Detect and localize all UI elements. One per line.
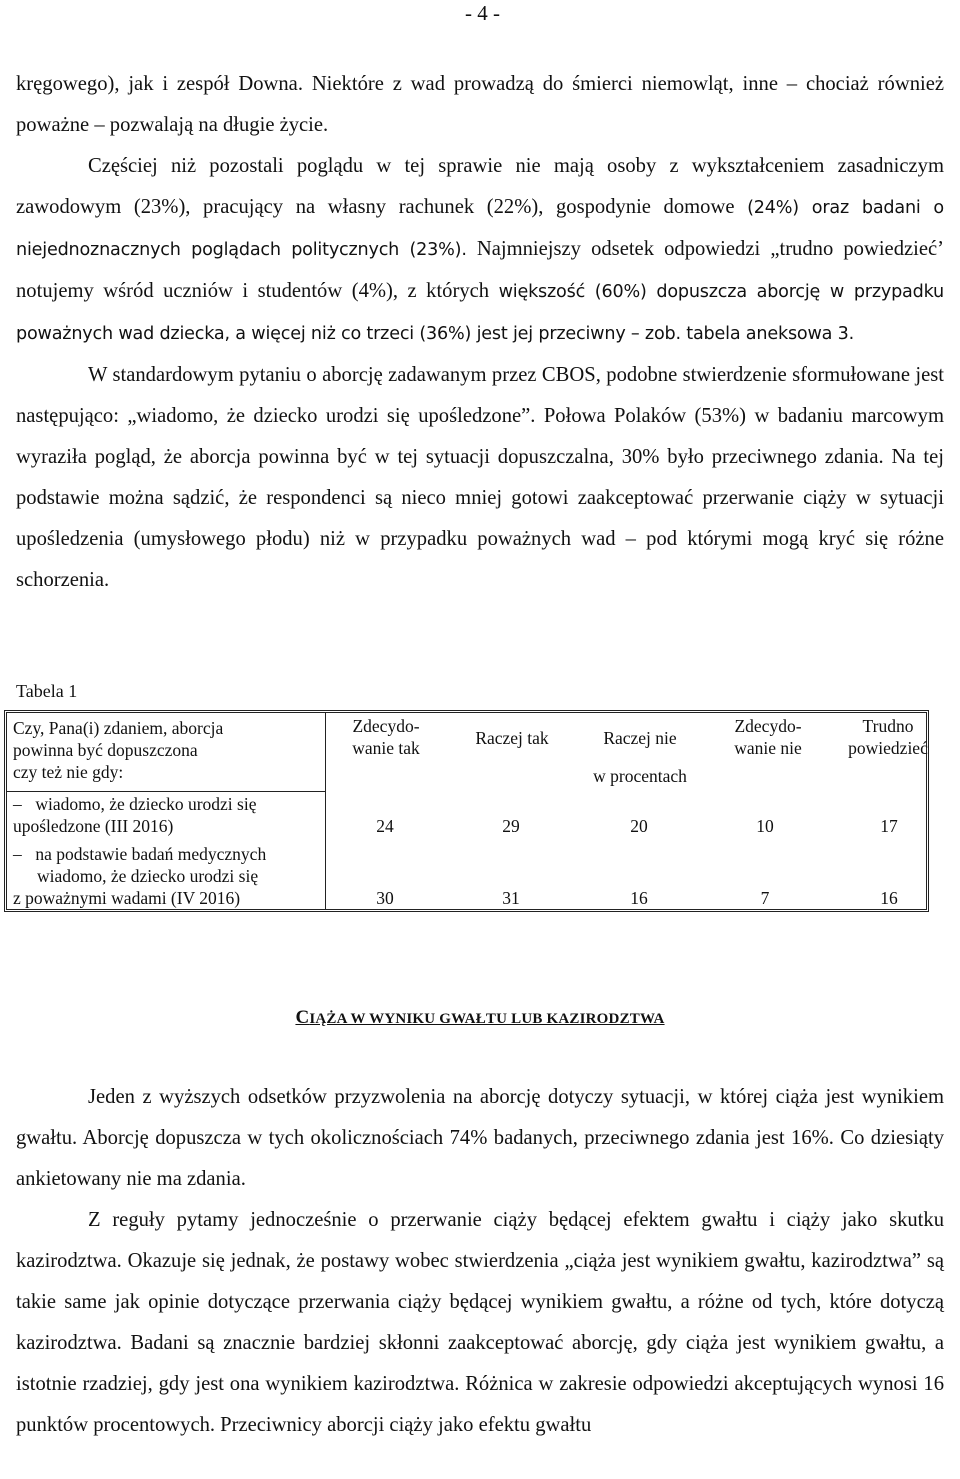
header-trudno-powiedziec: [835, 715, 941, 759]
table-cell: 16: [630, 888, 648, 908]
paragraph-4: Jeden z wyższych odsetków przyzwolenia na aborcję dotyczy sytuacji, w której ciąża jest wynikiem gwałtu. Aborcję dopuszcza w tych okolicznościach 74% badanych, przeciwnego zdania jest 16%. Co dziesiąty ankietowany nie ma zdania.: [16, 1086, 944, 1190]
table-question: [13, 717, 323, 783]
section-2: [16, 1077, 944, 1446]
paragraph-3: W standardowym pytaniu o aborcję zadawanym przez CBOS, podobne stwierdzenie sformułowane jest następująco: „wiadomo, że dziecko urodzi się upośledzone”. Połowa Polaków (53%) w badaniu marcowym wyraziła pogląd, że aborcja powinna być w tej sytuacji dopuszczalna, 30% było przeciwnego zdania. Na tej podstawie można sądzić, że respondenci są nieco mniej gotowi zaakceptować przerwanie ciąży w sytuacji upośledzenia (umysłowego płodu) niż w przypadku poważnych wad – pod którymi mogą kryć się różne schorzenia.: [16, 364, 944, 591]
heading-initial: C: [295, 1007, 310, 1028]
paragraph-2-part-a: Częściej niż pozostali poglądu w tej sprawie nie mają osoby z wykształceniem zasadniczym zawodowym (23%), pracujący na własny rachunek (22%), gospodynie domowe: [16, 155, 944, 218]
table-cell: 7: [760, 888, 770, 908]
row-label-text: na podstawie badań medycznych: [35, 844, 267, 864]
question-line-2: powinna być dopuszczona: [13, 740, 198, 760]
header-line: Zdecydo-: [352, 716, 420, 736]
header-line: powiedzieć: [848, 738, 928, 758]
row-2-line-2: wiadomo, że dziecko urodzi się: [37, 866, 259, 886]
paragraph-2: [16, 146, 944, 355]
table-cell: 30: [376, 888, 394, 908]
paragraph-2-part-c: Najmniejszy odsetek odpowiedzi „trudno powiedzieć’ notujemy wśród uczniów i studentów (4%), z których: [16, 238, 944, 302]
paragraph-2-part-d: większość (60%) dopuszcza aborcję w przypadku poważnych wad dziecka, a więcej niż co trzeci (36%) jest jej przeciwny – zob. tabela aneksowa 3.: [16, 282, 944, 344]
unit-label: w procentach: [593, 766, 687, 786]
question-line-1: Czy, Pana(i) zdaniem, aborcja: [13, 718, 224, 738]
header-line: Trudno: [862, 716, 914, 736]
row-2-line-3: z poważnymi wadami (IV 2016): [13, 888, 241, 908]
header-zdecydowanie-nie: [713, 715, 823, 759]
table-cell: 17: [880, 816, 898, 836]
section-heading: [0, 1005, 960, 1032]
dash-mark: –: [13, 794, 22, 814]
table-cell: 10: [756, 816, 774, 836]
data-table: [4, 710, 929, 912]
table-caption: Tabela 1: [16, 681, 78, 701]
table-cell: 31: [502, 888, 520, 908]
table-cell: 29: [502, 816, 520, 836]
dash-mark: –: [13, 844, 22, 864]
heading-rest: IĄŻA W WYNIKU GWAŁTU LUB KAZIRODZTWA: [309, 1011, 665, 1027]
page-number-text: - 4 -: [465, 1, 500, 25]
paragraph-2-part-b: (24%) oraz badani o niejednoznacznych poglądach politycznych (23%).: [16, 198, 944, 260]
header-line: wanie tak: [352, 738, 420, 758]
section-1: [16, 64, 944, 601]
header-line: Raczej nie: [603, 728, 677, 748]
header-line: Zdecydo-: [734, 716, 802, 736]
paragraph-5: Z reguły pytamy jednocześnie o przerwanie ciąży będącej efektem gwałtu i ciąży jako skutku kazirodztwa. Okazuje się jednak, że postawy wobec stwierdzenia „ciąża jest wynikiem gwałtu, kazirodztwa” są takie same jak opinie dotyczące przerwania ciąży będącej wynikiem gwałtu, a różne od tych, które dotyczą kazirodztwa. Badani są znacznie bardziej skłonni zaakceptować aborcję, gdy ciąża jest wynikiem gwałtu, a istotnie rzadziej, gdy jest ona wynikiem kazirodztwa. Różnica w zakresie odpowiedzi akceptujących wynosi 16 punktów procentowych. Przeciwnicy aborcji ciąży jako efektu gwałtu: [16, 1209, 944, 1436]
table-header-rule: [7, 791, 325, 792]
header-raczej-nie: [583, 727, 697, 749]
table-row-1-label: [13, 793, 331, 837]
table-cell: 20: [630, 816, 648, 836]
paragraph-1: kręgowego), jak i zespół Downa. Niektóre z wad prowadzą do śmierci niemowląt, inne – chociaż również poważne – pozwalają na długie życie.: [16, 73, 944, 136]
header-line: Raczej tak: [475, 728, 549, 748]
page-number: [0, 0, 960, 26]
table-cell: 24: [376, 816, 394, 836]
row-label-text: wiadomo, że dziecko urodzi się: [35, 794, 257, 814]
table-cell: 16: [880, 888, 898, 908]
row-2-line-1: [13, 843, 331, 865]
header-line: wanie nie: [734, 738, 802, 758]
header-zdecydowanie-tak: [333, 715, 439, 759]
question-line-3: czy też nie gdy:: [13, 762, 124, 782]
table-row-2-label: [13, 843, 331, 909]
row-1-line-2: upośledzone (III 2016): [13, 816, 174, 836]
row-1-line-1: [13, 793, 331, 815]
header-raczej-tak: [455, 727, 569, 749]
